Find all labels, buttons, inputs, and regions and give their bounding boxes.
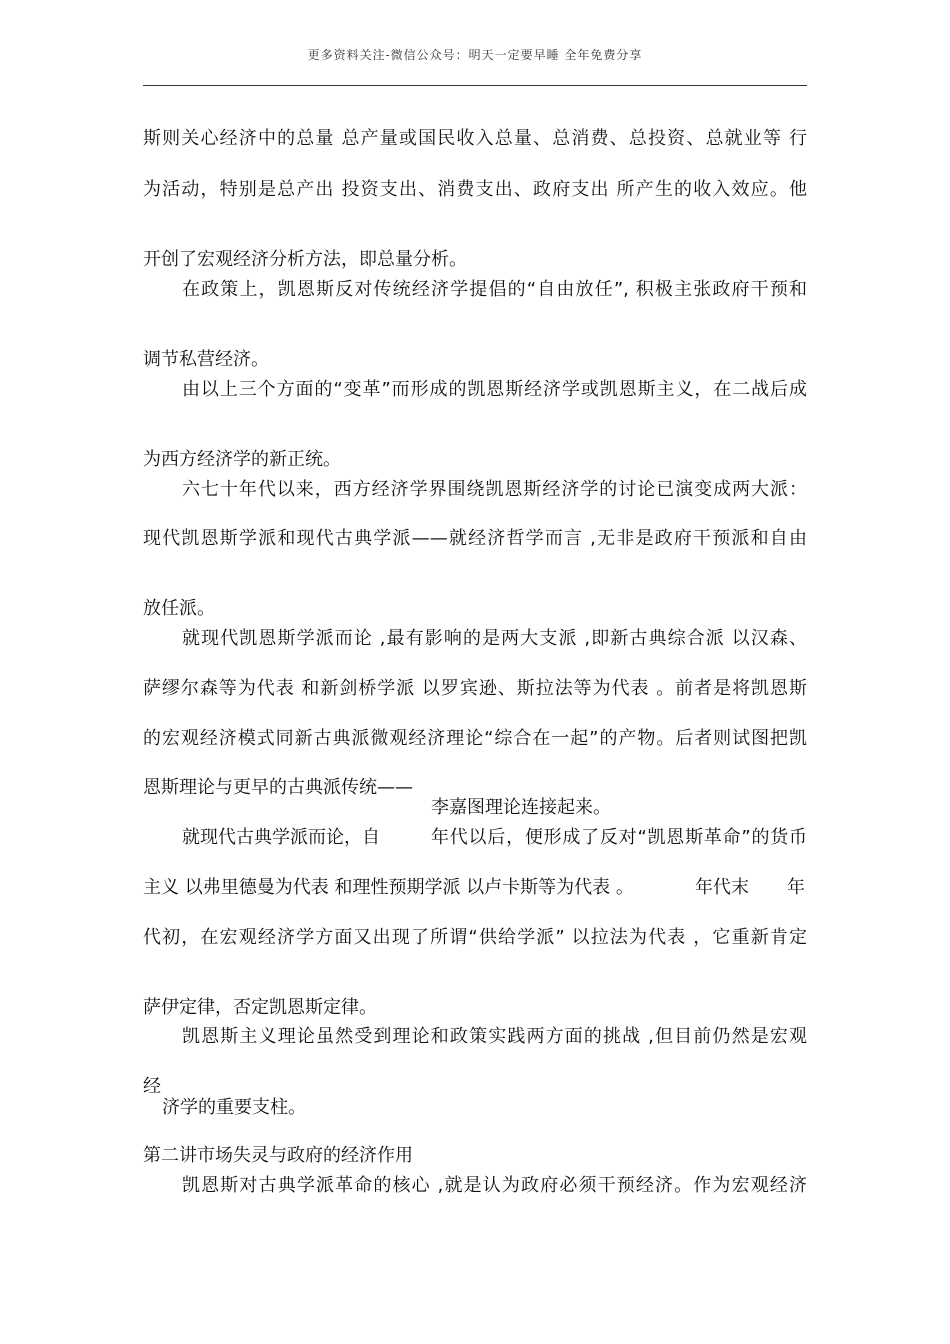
text-line: 为活动，特别是总产出 投资支出、消费支出、政府支出 所产生的收入效应。他	[143, 179, 807, 200]
text-line: 六七十年代以来，西方经济学界围绕凯恩斯经济学的讨论已演变成两大派：	[182, 479, 807, 500]
text-line: 年代以后，便形成了反对“凯恩斯革命”的货币	[431, 827, 807, 848]
text-line: 萨缪尔森等为代表 和新剑桥学派 以罗宾逊、斯拉法等为代表 。前者是将凯恩斯	[143, 678, 807, 699]
section-heading: 第二讲市场失灵与政府的经济作用	[143, 1145, 413, 1166]
text-line: 现代凯恩斯学派和现代古典学派——就经济哲学而言 ,无非是政府干预派和自由	[143, 528, 807, 549]
text-line: 放任派。	[143, 598, 215, 619]
text-line: 萨伊定律，否定凯恩斯定律。	[143, 997, 377, 1018]
text-line: 由以上三个方面的“变革”而形成的凯恩斯经济学或凯恩斯主义，在二战后成	[182, 379, 807, 400]
text-line: 调节私营经济。	[143, 349, 269, 370]
header-divider	[143, 85, 807, 86]
text-line: 济学的重要支柱。	[162, 1097, 306, 1118]
text-line: 年代末	[695, 877, 749, 898]
text-line: 年	[787, 877, 805, 898]
text-line: 凯恩斯主义理论虽然受到理论和政策实践两方面的挑战 ,但目前仍然是宏观	[182, 1026, 807, 1047]
text-line: 凯恩斯对古典学派革命的核心 ,就是认为政府必须干预经济。作为宏观经济	[182, 1175, 807, 1196]
text-line: 代初，在宏观经济学方面又出现了所谓“供给学派” 以拉法为代表 ，它重新肯定	[143, 927, 807, 948]
text-line: 就现代古典学派而论，自	[182, 827, 380, 848]
text-line: 主义 以弗里德曼为代表 和理性预期学派 以卢卡斯等为代表 。	[143, 877, 634, 898]
text-line: 李嘉图理论连接起来。	[431, 797, 611, 818]
text-line: 在政策上，凯恩斯反对传统经济学提倡的“自由放任”, 积极主张政府干预和	[182, 279, 807, 300]
text-line: 就现代凯恩斯学派而论 ,最有影响的是两大支派 ,即新古典综合派 以汉森、	[182, 628, 807, 649]
text-line: 为西方经济学的新正统。	[143, 449, 341, 470]
text-line: 斯则关心经济中的总量 总产量或国民收入总量、总消费、总投资、总就业等 行	[143, 128, 807, 149]
text-line: 恩斯理论与更早的古典派传统——	[143, 777, 413, 798]
text-line: 的宏观经济模式同新古典派微观经济理论“综合在一起”的产物。后者则试图把凯	[143, 728, 807, 749]
page-header: 更多资料关注-微信公众号：明天一定要早睡 全年免费分享	[307, 48, 643, 62]
text-line: 经	[143, 1076, 161, 1097]
text-line: 开创了宏观经济分析方法，即总量分析。	[143, 249, 467, 270]
